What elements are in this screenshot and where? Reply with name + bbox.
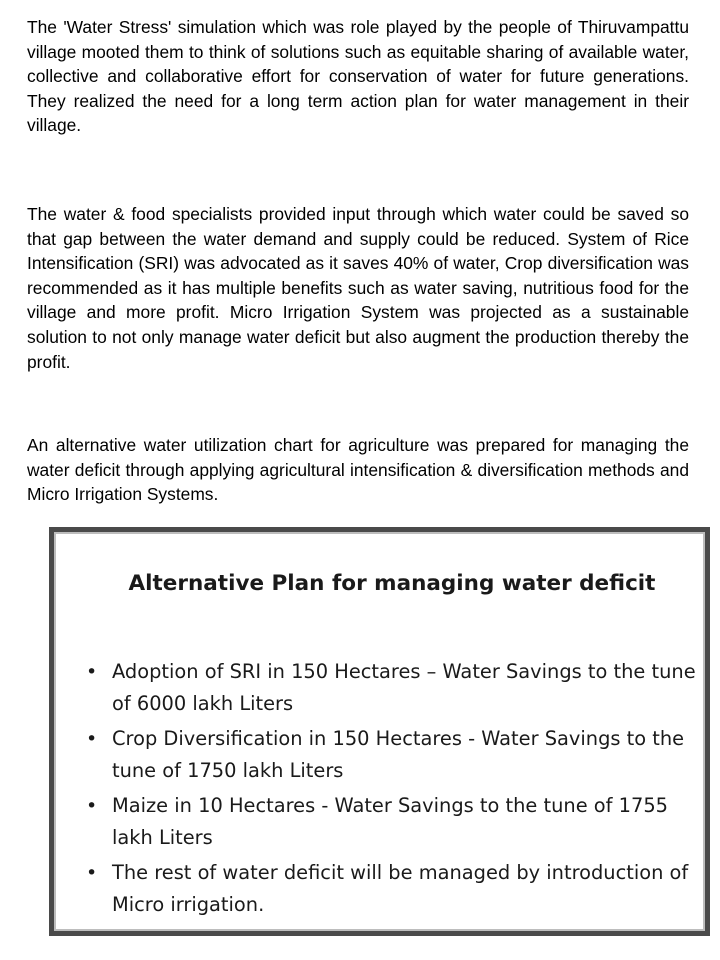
bullet-icon: • bbox=[86, 728, 98, 750]
bullet-icon: • bbox=[86, 795, 98, 817]
plan-item-text: The rest of water deficit will be managed by introduction of Micro irrigation. bbox=[112, 861, 689, 916]
plan-item-text: Maize in 10 Hectares - Water Savings to the tune of 1755 lakh Liters bbox=[112, 794, 669, 849]
plan-item-text: Adoption of SRI in 150 Hectares – Water Savings to the tune of 6000 lakh Liters bbox=[112, 660, 696, 715]
plan-list-item bbox=[74, 656, 699, 720]
plan-list-item bbox=[74, 790, 699, 854]
plan-list bbox=[74, 656, 699, 924]
plan-list-item bbox=[74, 857, 699, 921]
bullet-icon: • bbox=[86, 862, 98, 884]
plan-box-title: Alternative Plan for managing water deficit bbox=[128, 571, 656, 596]
plan-list-item bbox=[74, 723, 699, 787]
paragraph-water-stress-simulation: The 'Water Stress' simulation which was role played by the people of Thiruvampattu village mooted them to think of solutions such as equitable sharing of available water, collective and collaborative effort for conservation of water for future generations. They realized the need for a long term action plan for water management in their village. bbox=[27, 17, 689, 136]
alternative-plan-box bbox=[49, 527, 710, 936]
paragraph-specialist-input: The water & food specialists provided input through which water could be saved so that gap between the water demand and supply could be reduced. System of Rice Intensification (SRI) was advocated as it saves 40% of water, Crop diversification was recommended as it has multiple benefits such as water saving, nutritious food for the village and more profit. Micro Irrigation System was projected as a sustainable solution to not only manage water deficit but also augment the production thereby the profit. bbox=[27, 204, 689, 372]
plan-item-text: Crop Diversification in 150 Hectares - Water Savings to the tune of 1750 lakh Liters bbox=[112, 727, 685, 782]
bullet-icon: • bbox=[86, 661, 98, 683]
paragraph-alternative-chart: An alternative water utilization chart for agriculture was prepared for managing the water deficit through applying agricultural intensification & diversification methods and Micro Irrigation Systems. bbox=[27, 435, 689, 505]
